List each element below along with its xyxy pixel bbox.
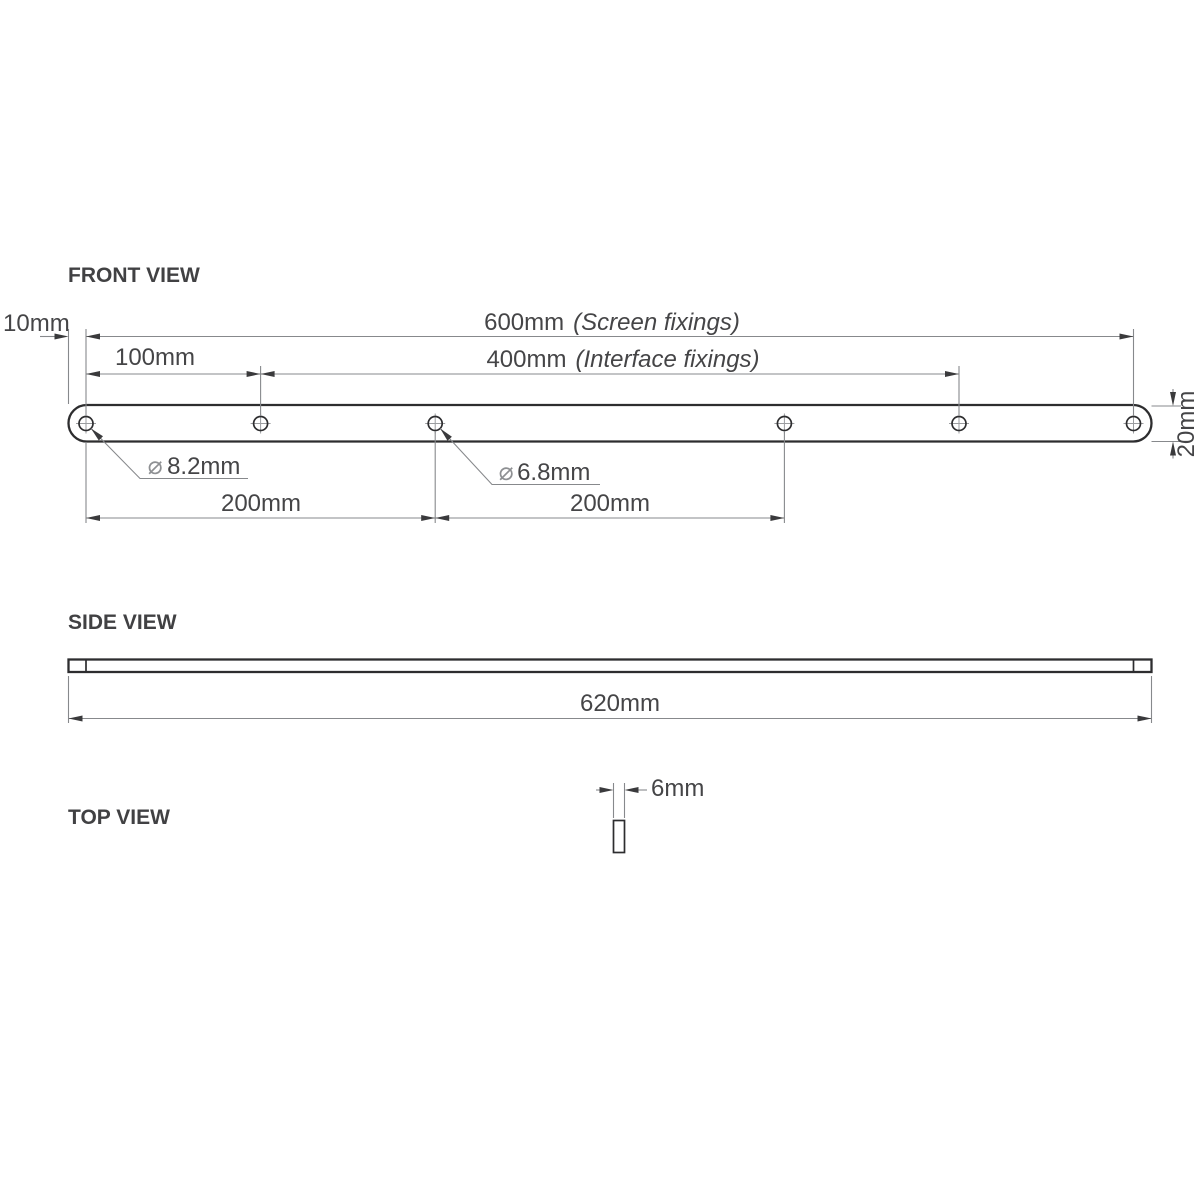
dimension-note: (Interface fixings) [575,346,760,373]
diameter-value: 8.2mm [167,453,241,480]
dimension-text [484,309,740,336]
dimension-text: 200mm [569,490,651,517]
hole-diameter-text [498,457,590,486]
dimension-text: 100mm [114,344,196,371]
dimension-note: (Screen fixings) [573,309,740,336]
side-view-label: SIDE VIEW [68,611,177,634]
dimension-text: 10mm [3,310,70,337]
hole-diameter-text [147,451,240,480]
dimension-text: 6mm [651,775,705,802]
dimension-text: 20mm [1173,390,1200,458]
dimension-text: 620mm [579,690,661,717]
diameter-symbol: ⌀ [147,451,163,480]
dimension-value: 600mm [484,309,565,336]
dimension-value: 400mm [486,346,567,373]
dimension-text: 200mm [220,490,302,517]
diameter-value: 6.8mm [517,459,591,486]
dimension-text [486,346,759,373]
front-view-label: FRONT VIEW [68,264,200,287]
top-view-label: TOP VIEW [68,806,170,829]
diameter-symbol: ⌀ [498,457,514,486]
